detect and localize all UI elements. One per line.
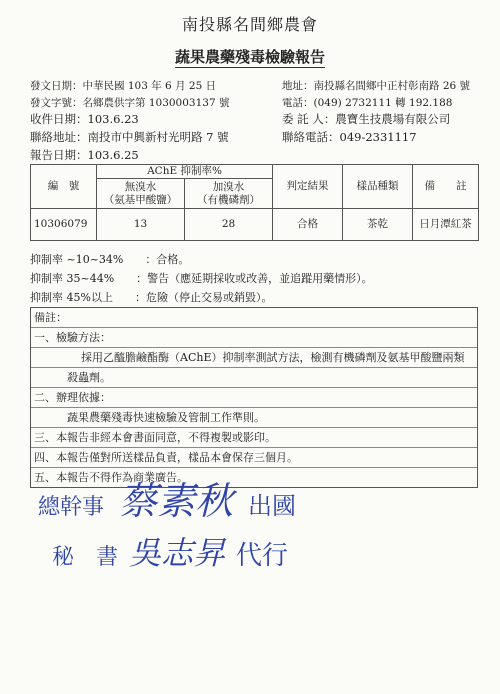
col-header-no-bromine bbox=[97, 179, 185, 209]
criteria-pass: 抑制率 ~10~34% ：合格。 bbox=[30, 253, 190, 266]
secretary-status: 代行 bbox=[236, 541, 289, 571]
client bbox=[282, 111, 450, 127]
issue-number: 發文字號：名鄉農供字第 1030003137 號 bbox=[30, 97, 230, 109]
client-value: ：農寶生技農場有限公司 bbox=[323, 112, 451, 126]
remarks-box bbox=[30, 307, 478, 488]
remark-item: 採用乙醯膽鹼酯酶（AChE）抑制率測試方法，檢測有機磷劑及氨基甲酸鹽兩類 bbox=[31, 348, 477, 368]
report-date-label: 報告日期 bbox=[30, 148, 76, 162]
client-label: 委 託 人 bbox=[282, 112, 324, 126]
remark-item: 五、本報告不得作為商業廣告。 bbox=[34, 471, 188, 484]
cell-result: 合格 bbox=[273, 209, 343, 241]
remark-item: 殺蟲劑。 bbox=[31, 368, 477, 388]
gm-stamp bbox=[38, 470, 296, 525]
col-header-type: 樣品種類 bbox=[343, 165, 413, 209]
contact-address-value: ：南投市中興新村光明路 7 號 bbox=[76, 130, 229, 144]
col-header-note: 備 註 bbox=[413, 165, 479, 209]
col-header-bromine bbox=[185, 179, 273, 209]
contact-phone-label: 聯絡電話 bbox=[282, 130, 328, 144]
col-header-result: 判定結果 bbox=[273, 165, 343, 209]
org-phone: 電話：(049) 2732111 轉 192.188 bbox=[282, 97, 453, 109]
col-header-ache: AChE 抑制率% bbox=[97, 165, 273, 179]
remark-item: 二、辦理依據： bbox=[31, 388, 477, 408]
criteria-danger: 抑制率 45%以上 ：危險（停止交易或銷毀）。 bbox=[30, 291, 273, 304]
contact-phone bbox=[282, 129, 417, 145]
report-date bbox=[30, 147, 139, 163]
notes-section bbox=[30, 250, 478, 488]
secretary-stamp bbox=[52, 528, 288, 574]
contact-address-label: 聯絡地址 bbox=[30, 130, 76, 144]
secretary-name: 吳志昇 bbox=[129, 534, 226, 572]
remark-item: 三、本報告非經本會書面同意，不得複製或影印。 bbox=[31, 428, 477, 448]
cell-type: 茶乾 bbox=[343, 209, 413, 241]
secretary-title: 秘 書 bbox=[52, 545, 119, 570]
cell-no-bromine: 13 bbox=[97, 209, 185, 241]
table-row bbox=[31, 209, 479, 241]
report-date-value: ：103.6.25 bbox=[76, 148, 139, 162]
col-header-no-bromine-sub: （氨基甲酸鹽） bbox=[103, 193, 178, 206]
gm-title: 總幹事 bbox=[38, 495, 105, 520]
cell-id: 10306079 bbox=[31, 209, 97, 241]
remark-item: 四、本報告僅對所送樣品負責，樣品本會保存三個月。 bbox=[31, 448, 477, 468]
report-title bbox=[0, 46, 500, 67]
org-address: 地址：南投縣名間鄉中正村彰南路 26 號 bbox=[282, 80, 471, 92]
org-name: 南投縣名間鄉農會 bbox=[181, 15, 318, 34]
contact-phone-value: ：049-2331117 bbox=[328, 130, 417, 144]
report-title-text: 蔬果農藥殘毒檢驗報告 bbox=[174, 48, 325, 66]
remark-item: 蔬果農藥殘毒快速檢驗及管制工作準則。 bbox=[31, 408, 477, 428]
gm-name: 蔡素秋 bbox=[119, 479, 234, 523]
col-header-id: 編 號 bbox=[31, 165, 97, 209]
cell-note: 日月潭紅茶 bbox=[413, 209, 479, 241]
contact-address bbox=[30, 129, 229, 145]
received-date bbox=[30, 111, 139, 127]
remarks-heading: 備註： bbox=[31, 308, 477, 328]
col-header-bromine-sub: （有機磷劑） bbox=[197, 193, 260, 206]
col-header-bromine-label: 加溴水 bbox=[212, 180, 245, 193]
cell-bromine: 28 bbox=[185, 209, 273, 241]
received-date-label: 收件日期 bbox=[30, 112, 76, 126]
col-header-no-bromine-label: 無溴水 bbox=[124, 180, 157, 193]
issue-date: 發文日期：中華民國 103 年 6 月 25 日 bbox=[30, 80, 217, 92]
remark-item: 一、檢驗方法： bbox=[31, 328, 477, 348]
gm-status: 出國 bbox=[248, 492, 297, 520]
received-date-value: ：103.6.23 bbox=[76, 112, 139, 126]
criteria-warning: 抑制率 35~44% ：警告（應延期採收或改善，並追蹤用藥情形）。 bbox=[30, 272, 373, 285]
result-table bbox=[30, 164, 479, 241]
